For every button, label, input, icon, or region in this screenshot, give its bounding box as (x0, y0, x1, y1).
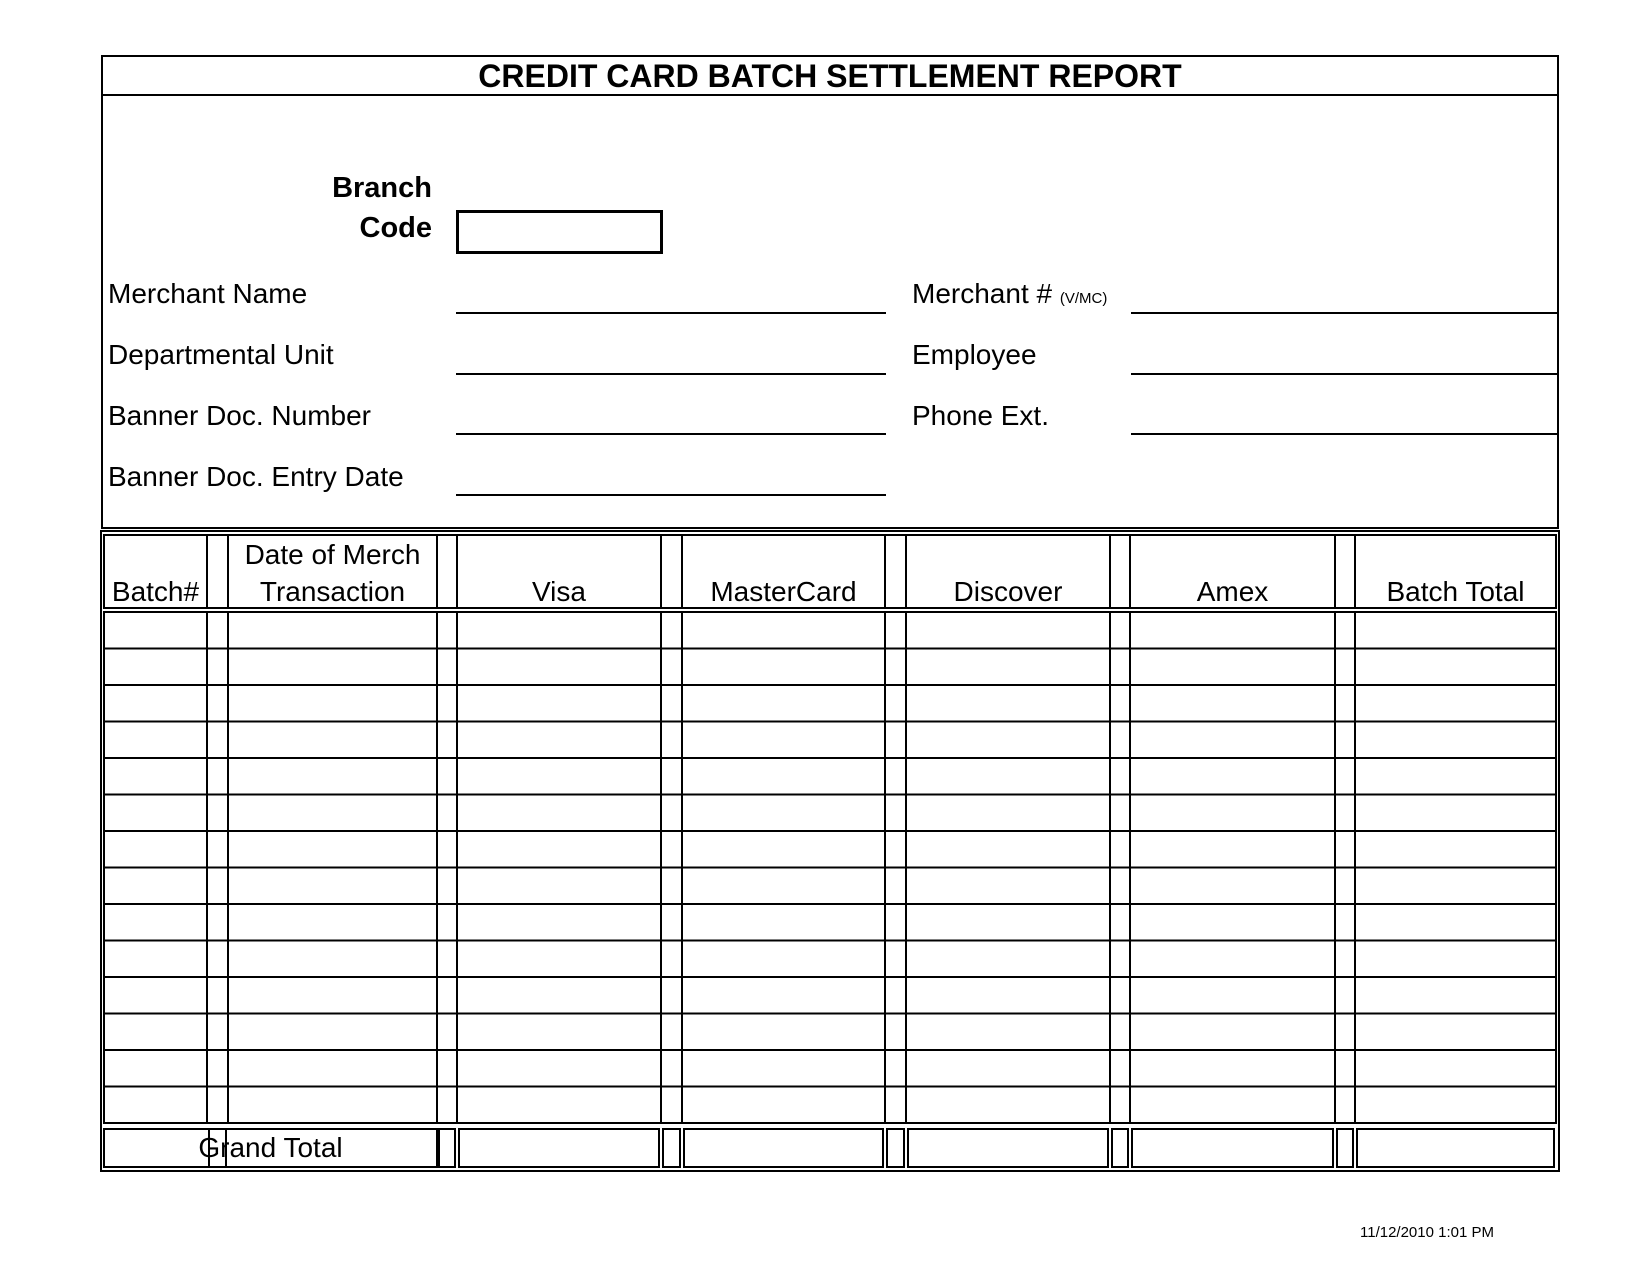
gap-cell (661, 1087, 682, 1124)
table-cell[interactable] (906, 758, 1110, 795)
table-cell[interactable] (1130, 1014, 1335, 1051)
gap-cell (885, 868, 906, 905)
gap-cell (437, 904, 457, 941)
gap-cell (1335, 831, 1355, 868)
gap-cell (885, 1087, 906, 1124)
table-cell[interactable] (104, 941, 207, 978)
gap-cell (885, 685, 906, 722)
gap-cell (1335, 1087, 1355, 1124)
grand-total-gap-cell (887, 1129, 904, 1167)
table-cell[interactable] (906, 977, 1110, 1014)
table-cell[interactable] (1130, 868, 1335, 905)
table-cell[interactable] (682, 831, 885, 868)
table-cell[interactable] (228, 941, 437, 978)
gap-cell (885, 649, 906, 686)
gap-cell (1110, 722, 1130, 759)
gap-cell (661, 868, 682, 905)
gap-cell (1335, 977, 1355, 1014)
table-cell[interactable] (104, 612, 207, 649)
table-cell[interactable] (682, 1014, 885, 1051)
gap-cell (1110, 1087, 1130, 1124)
grand-total-gap-cell (1337, 1129, 1353, 1167)
grand-total-cell[interactable] (1132, 1129, 1333, 1167)
grand-total-gap-cell (439, 1129, 455, 1167)
gap-cell (437, 758, 457, 795)
table-cell[interactable] (1355, 795, 1556, 832)
banner-doc-entry-date-label: Banner Doc. Entry Date (108, 461, 404, 492)
gap-cell (661, 612, 682, 649)
table-cell[interactable] (457, 941, 661, 978)
gap-cell (1110, 868, 1130, 905)
table-cell[interactable] (1130, 758, 1335, 795)
table-cell[interactable] (228, 758, 437, 795)
gap-cell (437, 1050, 457, 1087)
gap-cell (1335, 868, 1355, 905)
table-cell[interactable] (228, 1014, 437, 1051)
gap-cell (207, 977, 228, 1014)
table-cell[interactable] (1355, 1087, 1556, 1124)
table-cell[interactable] (906, 904, 1110, 941)
gap-cell (1335, 904, 1355, 941)
table-cell[interactable] (104, 758, 207, 795)
gap-cell (661, 941, 682, 978)
gap-cell (885, 612, 906, 649)
table-cell[interactable] (682, 722, 885, 759)
column-header-label: Discover (953, 576, 1063, 607)
gap-cell (207, 868, 228, 905)
gap-cell (661, 977, 682, 1014)
table-cell[interactable] (682, 685, 885, 722)
gap-cell (207, 904, 228, 941)
gap-cell (437, 795, 457, 832)
gap-cell (437, 722, 457, 759)
table-cell[interactable] (228, 649, 437, 686)
header-gap-cell (885, 535, 906, 608)
grand-total-cell[interactable] (684, 1129, 883, 1167)
header-gap-cell (1335, 535, 1355, 608)
gap-cell (1110, 977, 1130, 1014)
table-cell[interactable] (228, 612, 437, 649)
table-cell[interactable] (1355, 941, 1556, 978)
gap-cell (207, 685, 228, 722)
branch-code-label-line2: Code (359, 212, 432, 244)
table-cell[interactable] (682, 1087, 885, 1124)
gap-cell (1335, 941, 1355, 978)
column-header-label: Transaction (259, 576, 406, 607)
gap-cell (1110, 685, 1130, 722)
table-cell[interactable] (457, 612, 661, 649)
gap-cell (1110, 649, 1130, 686)
column-header-label: Batch Total (1386, 576, 1525, 607)
table-cell[interactable] (682, 758, 885, 795)
merchant-number-label-text: Merchant # (912, 278, 1053, 309)
table-cell[interactable] (1355, 649, 1556, 686)
table-cell[interactable] (1355, 685, 1556, 722)
table-cell[interactable] (682, 649, 885, 686)
gap-cell (1110, 831, 1130, 868)
table-cell[interactable] (104, 977, 207, 1014)
gap-cell (1110, 904, 1130, 941)
gap-cell (661, 1050, 682, 1087)
gap-cell (661, 831, 682, 868)
gap-cell (207, 649, 228, 686)
table-cell[interactable] (906, 868, 1110, 905)
header-gap-cell (437, 535, 457, 608)
gap-cell (207, 1050, 228, 1087)
table-outer-border (101, 531, 1559, 1171)
table-cell[interactable] (457, 649, 661, 686)
table-cell[interactable] (1130, 1050, 1335, 1087)
table-cell[interactable] (457, 868, 661, 905)
gap-cell (1110, 1050, 1130, 1087)
table-cell[interactable] (457, 977, 661, 1014)
gap-cell (885, 1050, 906, 1087)
table-cell[interactable] (228, 868, 437, 905)
gap-cell (437, 831, 457, 868)
table-cell[interactable] (682, 1050, 885, 1087)
table-cell[interactable] (457, 1050, 661, 1087)
table-cell[interactable] (906, 941, 1110, 978)
gap-cell (1335, 649, 1355, 686)
table-cell[interactable] (1130, 904, 1335, 941)
gap-cell (437, 941, 457, 978)
employee-label: Employee (912, 339, 1037, 370)
table-cell[interactable] (1355, 977, 1556, 1014)
table-cell[interactable] (457, 1087, 661, 1124)
table-cell[interactable] (228, 685, 437, 722)
gap-cell (207, 612, 228, 649)
table-cell[interactable] (682, 904, 885, 941)
gap-cell (207, 722, 228, 759)
column-header-label: Batch# (111, 576, 200, 607)
branch-code-label-line1: Branch (332, 172, 432, 204)
gap-cell (661, 758, 682, 795)
gap-cell (437, 1087, 457, 1124)
grand-total-label: Grand Total (198, 1132, 343, 1163)
table-cell[interactable] (906, 722, 1110, 759)
phone-ext-label: Phone Ext. (912, 400, 1049, 431)
table-cell[interactable] (682, 977, 885, 1014)
table-cell[interactable] (1130, 795, 1335, 832)
table-cell[interactable] (1355, 868, 1556, 905)
table-cell[interactable] (1130, 941, 1335, 978)
gap-cell (661, 1014, 682, 1051)
table-cell[interactable] (104, 685, 207, 722)
table-cell[interactable] (1130, 612, 1335, 649)
gap-cell (1335, 1050, 1355, 1087)
grand-total-gap-cell (663, 1129, 680, 1167)
table-cell[interactable] (682, 868, 885, 905)
table-cell[interactable] (906, 831, 1110, 868)
merchant-number-suffix: (V/MC) (1059, 290, 1108, 307)
header-gap-cell (661, 535, 682, 608)
gap-cell (885, 722, 906, 759)
table-cell[interactable] (1130, 685, 1335, 722)
table-cell[interactable] (104, 904, 207, 941)
table-cell[interactable] (228, 1050, 437, 1087)
gap-cell (1335, 612, 1355, 649)
table-cell[interactable] (104, 1014, 207, 1051)
column-header-label: Amex (1196, 576, 1269, 607)
column-header-label: MasterCard (710, 576, 857, 607)
gap-cell (1110, 795, 1130, 832)
table-cell[interactable] (457, 795, 661, 832)
table-cell[interactable] (457, 904, 661, 941)
table-cell[interactable] (906, 685, 1110, 722)
gap-cell (207, 1014, 228, 1051)
column-header-label: Visa (532, 576, 586, 607)
gap-cell (661, 722, 682, 759)
gap-cell (885, 758, 906, 795)
table-cell[interactable] (104, 868, 207, 905)
table-cell[interactable] (682, 941, 885, 978)
gap-cell (437, 977, 457, 1014)
table-cell[interactable] (228, 904, 437, 941)
gap-cell (207, 795, 228, 832)
gap-cell (437, 685, 457, 722)
table-cell[interactable] (104, 722, 207, 759)
table-cell[interactable] (228, 1087, 437, 1124)
gap-cell (1110, 758, 1130, 795)
table-cell[interactable] (457, 831, 661, 868)
table-cell[interactable] (906, 795, 1110, 832)
header-gap-cell (207, 535, 228, 608)
table-cell[interactable] (457, 722, 661, 759)
table-cell[interactable] (104, 831, 207, 868)
gap-cell (885, 904, 906, 941)
gap-cell (1110, 612, 1130, 649)
report-title: CREDIT CARD BATCH SETTLEMENT REPORT (478, 58, 1182, 94)
table-cell[interactable] (457, 1014, 661, 1051)
gap-cell (661, 795, 682, 832)
table-cell[interactable] (104, 795, 207, 832)
gap-cell (1110, 1014, 1130, 1051)
table-cell[interactable] (104, 1087, 207, 1124)
gap-cell (207, 831, 228, 868)
column-header-line1: Date of Merch (244, 539, 421, 570)
grand-total-gap-cell (1112, 1129, 1128, 1167)
gap-cell (207, 1087, 228, 1124)
table-cell[interactable] (1355, 1050, 1556, 1087)
gap-cell (1335, 722, 1355, 759)
gap-cell (661, 685, 682, 722)
gap-cell (661, 904, 682, 941)
grand-total-cell[interactable] (1357, 1129, 1554, 1167)
gap-cell (885, 977, 906, 1014)
grand-total-cell[interactable] (908, 1129, 1108, 1167)
gap-cell (437, 649, 457, 686)
table-cell[interactable] (906, 1087, 1110, 1124)
departmental-unit-label: Departmental Unit (108, 339, 334, 370)
table-cell[interactable] (1355, 831, 1556, 868)
gap-cell (437, 612, 457, 649)
gap-cell (437, 1014, 457, 1051)
table-cell[interactable] (682, 795, 885, 832)
gap-cell (1335, 795, 1355, 832)
gap-cell (207, 758, 228, 795)
gap-cell (885, 1014, 906, 1051)
table-cell[interactable] (228, 722, 437, 759)
table-cell[interactable] (1355, 758, 1556, 795)
table-cell[interactable] (1130, 977, 1335, 1014)
table-cell[interactable] (906, 649, 1110, 686)
gap-cell (885, 795, 906, 832)
table-cell[interactable] (1130, 1087, 1335, 1124)
table-cell[interactable] (228, 795, 437, 832)
gap-cell (661, 649, 682, 686)
table-cell[interactable] (682, 612, 885, 649)
table-cell[interactable] (457, 685, 661, 722)
grand-total-cell[interactable] (459, 1129, 659, 1167)
gap-cell (1335, 685, 1355, 722)
table-cell[interactable] (228, 831, 437, 868)
table-cell[interactable] (1355, 1014, 1556, 1051)
table-cell[interactable] (1355, 722, 1556, 759)
table-cell[interactable] (457, 758, 661, 795)
table-cell[interactable] (104, 1050, 207, 1087)
gap-cell (207, 941, 228, 978)
print-timestamp: 11/12/2010 1:01 PM (1360, 1224, 1494, 1241)
table-cell[interactable] (1130, 649, 1335, 686)
table-cell[interactable] (906, 1050, 1110, 1087)
table-cell[interactable] (906, 612, 1110, 649)
table-cell[interactable] (1130, 831, 1335, 868)
gap-cell (885, 941, 906, 978)
banner-doc-number-label: Banner Doc. Number (108, 400, 372, 431)
table-cell[interactable] (1355, 904, 1556, 941)
merchant-name-label: Merchant Name (108, 278, 308, 309)
gap-cell (1110, 941, 1130, 978)
table-cell[interactable] (228, 977, 437, 1014)
table-cell[interactable] (104, 649, 207, 686)
table-cell[interactable] (1355, 612, 1556, 649)
header-gap-cell (1110, 535, 1130, 608)
gap-cell (437, 868, 457, 905)
table-cell[interactable] (906, 1014, 1110, 1051)
gap-cell (885, 831, 906, 868)
gap-cell (1335, 1014, 1355, 1051)
table-cell[interactable] (1130, 722, 1335, 759)
gap-cell (1335, 758, 1355, 795)
